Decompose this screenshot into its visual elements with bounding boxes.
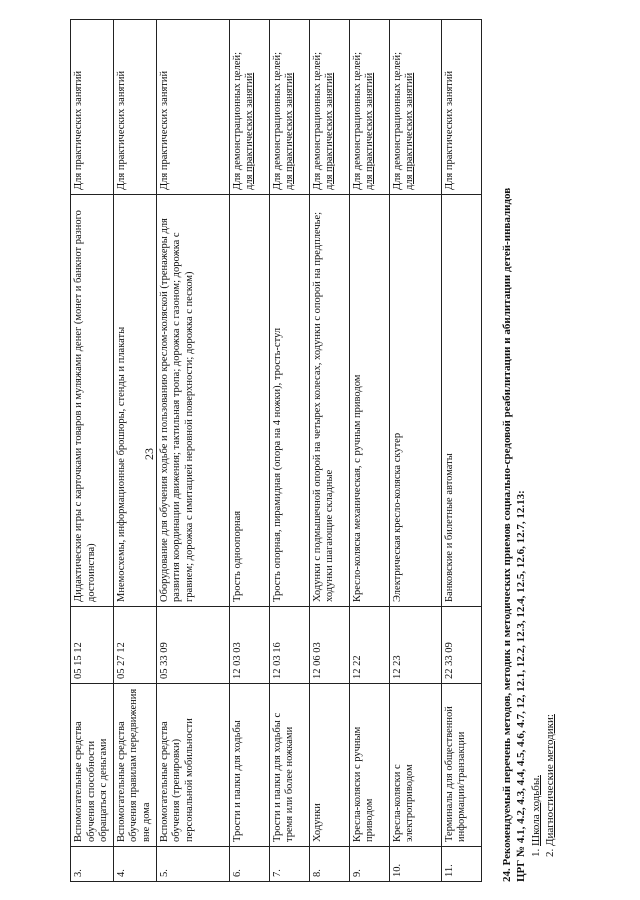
row-description: Трость одноопорная — [229, 195, 269, 607]
table-row — [269, 20, 309, 882]
row-description: Электрическая кресло-коляска скутер — [389, 195, 441, 607]
table-row — [113, 20, 156, 882]
purpose-line: для практических занятий — [244, 72, 256, 190]
row-code: 12 03 03 — [229, 607, 269, 684]
purpose-line: Для практических занятий — [443, 70, 455, 190]
page-number: 23 — [142, 448, 156, 460]
row-name: Трости и палки для ходьбы с тремя или более ножками — [269, 684, 309, 847]
row-purpose — [71, 20, 114, 195]
row-code: 12 06 03 — [309, 607, 349, 684]
section-heading: 24. Рекомендуемый перечень методов, методик и методических приемов социально-средовой реабилитации и абилитации детей-инвалидов — [501, 187, 513, 882]
table-row — [229, 20, 269, 882]
row-code: 22 33 09 — [441, 607, 481, 684]
row-code: 05 27 12 — [113, 607, 156, 684]
row-name: Вспомогательные средства обучения правилам передвижения вне дома — [113, 684, 156, 847]
row-number: 5. — [156, 847, 229, 882]
purpose-line: для практических занятий — [364, 72, 376, 190]
row-name: Вспомогательные средства обучения (тренировки) персональной мобильности — [156, 684, 229, 847]
row-number: 3. — [71, 847, 114, 882]
row-purpose — [441, 20, 481, 195]
row-purpose — [309, 20, 349, 195]
methods-section — [500, 20, 557, 882]
row-name: Трости и палки для ходьбы — [229, 684, 269, 847]
row-code: 12 23 — [389, 607, 441, 684]
purpose-line: Для практических занятий — [115, 70, 127, 190]
section-heading-codes: ЦРГ № 4.1, 4.2, 4.3, 4.4, 4.5, 4.6, 4.7, 12, 12.1, 12.2, 12.3, 12.4, 12.5, 12.6, 12.7, 12.13: — [515, 490, 528, 882]
row-description: Трость опорная, пирамидная (опора на 4 ножки), трость-стул — [269, 195, 309, 607]
row-number: 6. — [229, 847, 269, 882]
row-number: 7. — [269, 847, 309, 882]
row-purpose — [349, 20, 389, 195]
methods-list — [529, 20, 558, 882]
row-description: Банковские и билетные автоматы — [441, 195, 481, 607]
row-code: 05 15 12 — [71, 607, 114, 684]
row-purpose — [269, 20, 309, 195]
equipment-table — [70, 19, 482, 882]
purpose-line: для практических занятий — [284, 72, 296, 190]
row-code: 05 33 09 — [156, 607, 229, 684]
row-purpose — [113, 20, 156, 195]
row-description: Оборудование для обучения ходьбе и пользованию креслом-коляской (тренажеры для развития координации движения; тактильная тропа; дорожка с газоном; дорожка с гравием; дорожка с имитацией неровной поверхности; дорожка с песком) — [156, 195, 229, 607]
row-name: Кресла-коляски с ручным приводом — [349, 684, 389, 847]
purpose-line: Для демонстрационных целей; — [391, 51, 403, 190]
list-item: 1. Школа ходьбы. — [529, 20, 543, 846]
row-number: 11. — [441, 847, 481, 882]
row-purpose — [229, 20, 269, 195]
purpose-line: Для практических занятий — [158, 70, 170, 190]
row-description: Ходунки с подмышечной опорой на четырех колесах, ходунки с опорой на предплечье; ходунки шагающие складные — [309, 195, 349, 607]
table-row — [389, 20, 441, 882]
table-row — [441, 20, 481, 882]
row-number: 8. — [309, 847, 349, 882]
purpose-line: Для демонстрационных целей; — [351, 51, 363, 190]
purpose-line: Для демонстрационных целей; — [271, 51, 283, 190]
row-name: Ходунки — [309, 684, 349, 847]
row-name: Кресла-коляски с электроприводом — [389, 684, 441, 847]
row-number: 10. — [389, 847, 441, 882]
row-code: 12 22 — [349, 607, 389, 684]
purpose-line: Для демонстрационных целей; — [311, 51, 323, 190]
table-row — [156, 20, 229, 882]
purpose-line: Для практических занятий — [73, 70, 84, 190]
row-purpose — [389, 20, 441, 195]
row-number: 4. — [113, 847, 156, 882]
row-description: Мнемосхемы, информационные брошюры, стенды и плакаты — [113, 195, 156, 607]
purpose-line: Для демонстрационных целей; — [231, 51, 243, 190]
table-row — [349, 20, 389, 882]
purpose-line: для практических занятий — [404, 72, 416, 190]
row-purpose — [156, 20, 229, 195]
table-row — [71, 20, 114, 882]
row-code: 12 03 16 — [269, 607, 309, 684]
row-description: Кресло-коляска механическая, с ручным приводом — [349, 195, 389, 607]
list-item: 2. Диагностические методики: — [543, 20, 557, 846]
purpose-line: для практических занятий — [324, 72, 336, 190]
table-row — [309, 20, 349, 882]
row-name: Вспомогательные средства обучения способности обращаться с деньгами — [71, 684, 114, 847]
row-description: Дидактические игры с карточками товаров и муляжами денег (монет и банкнот разного достоинства) — [71, 195, 114, 607]
row-name: Терминалы для общественной информации/транзакции — [441, 684, 481, 847]
row-number: 9. — [349, 847, 389, 882]
